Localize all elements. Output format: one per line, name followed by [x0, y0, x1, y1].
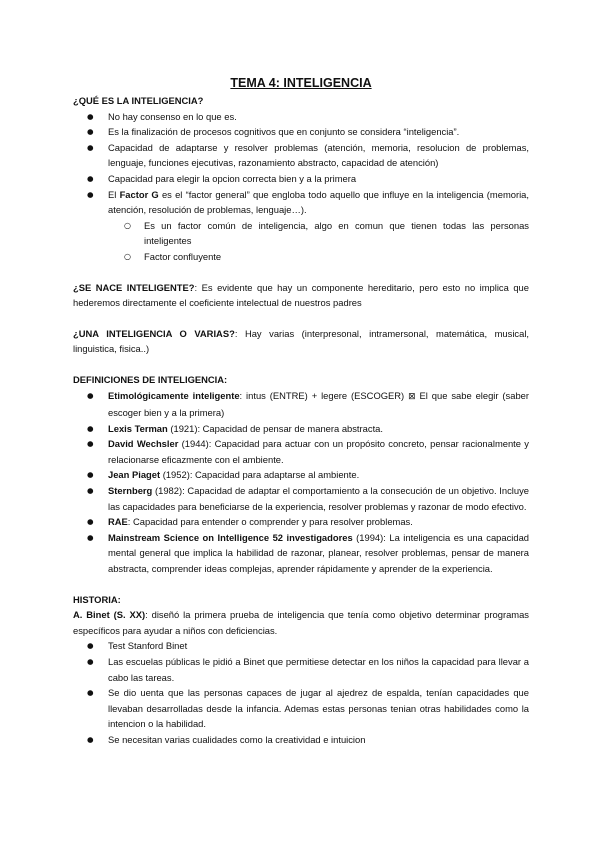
- sub-list-item: ○ Factor confluyente: [73, 249, 529, 265]
- document-content: [73, 75, 529, 748]
- section-heading-una-o-varias: ¿UNA INTELIGENCIA O VARIAS?: [73, 327, 235, 339]
- definition-term: Sternberg: [108, 485, 153, 497]
- section-heading-historia: HISTORIA:: [73, 593, 121, 605]
- definition-term: Mainstream Science on Intelligence 52 investigadores: [108, 531, 353, 543]
- sub-list-item: ○ Es un factor común de inteligencia, algo en comun que tienen todas las personas inteligentes: [73, 218, 529, 249]
- list-item: ● Es la finalización de procesos cognitivos que en conjunto se considera “inteligencia”.: [73, 124, 529, 140]
- que-es-list: [73, 109, 529, 265]
- definition-term: David Wechsler: [108, 438, 179, 450]
- definition-item: [73, 388, 529, 421]
- section-heading-que-es: ¿QUÉ ES LA INTELIGENCIA?: [73, 95, 204, 106]
- definition-item: [73, 514, 529, 530]
- factor-g-pre: El: [108, 188, 120, 200]
- definition-term: Etimológicamente inteligente: [108, 389, 240, 401]
- historia-list: [73, 638, 529, 747]
- list-item: ● Test Stanford Binet: [73, 638, 529, 654]
- list-item: ● No hay consenso en lo que es.: [73, 109, 529, 125]
- una-o-varias-paragraph: [73, 326, 529, 357]
- section-heading-se-nace: ¿SE NACE INTELIGENTE?: [73, 281, 195, 293]
- section-heading-definiciones: DEFINICIONES DE INTELIGENCIA:: [73, 373, 228, 385]
- definition-item: [73, 483, 529, 514]
- list-item: ● Se necesitan varias cualidades como la creatividad e intuicion: [73, 732, 529, 748]
- definition-text: (1994): La inteligencia es una capacidad mental general que implica la habilidad de razonar, planear, resolver problemas, pensar de manera abstracta, comprender ideas complejas, aprender rápidamente y aprender de la experiencia.: [108, 531, 529, 575]
- definition-text: El que sabe elegir (saber escoger bien y a la primera): [108, 389, 529, 419]
- definition-term: Lexis Terman: [108, 422, 168, 434]
- page-title: TEMA 4: INTELIGENCIA: [230, 76, 372, 90]
- box-x-icon: ⊠: [408, 391, 416, 402]
- se-nace-text: : Es evidente que hay un componente hereditario, pero esto no implica que hederemos directamente el coeficiente intelectual de nuestros padres: [73, 281, 529, 309]
- una-o-varias-text: : Hay varias (interpresonal, intramersonal, matemática, musical, linguistica, fisica..): [73, 327, 530, 355]
- definition-text: (1944): Capacidad para actuar con un propósito concreto, pensar racionalmente y relacionarse eficazmente con el ambiente.: [108, 438, 529, 465]
- definition-term: Jean Piaget: [108, 469, 161, 481]
- definition-text: (1982): Capacidad de adaptar el comportamiento a la consecución de un objetivo. Incluye las capacidades para beneficiarse de la experiencia, resolver problemas y razonar de modo efectivo.: [108, 485, 529, 512]
- definition-text: (1952): Capacidad para adaptarse al ambiente.: [160, 469, 360, 481]
- definition-term: RAE: [108, 516, 128, 528]
- definition-text: (1921): Capacidad de pensar de manera abstracta.: [167, 422, 383, 434]
- binet-paragraph: [73, 607, 529, 638]
- definition-item: [73, 467, 529, 483]
- definition-item: [73, 421, 529, 437]
- list-item: ● Capacidad de adaptarse y resolver problemas (atención, memoria, resolucion de problemas, lenguaje, funciones ejecutivas, razonamiento abstracto, capacidad de atención): [73, 140, 529, 171]
- definiciones-list: [73, 388, 529, 577]
- factor-g-term: Factor G: [119, 188, 159, 200]
- list-item: ● Capacidad para elegir la opcion correcta bien y a la primera: [73, 171, 529, 187]
- se-nace-paragraph: [73, 280, 529, 311]
- list-item: ● Se dio uenta que las personas capaces de jugar al ajedrez de espalda, tenían capacidades que llevaban desarrolladas desde la infancia. Ademas estas personas tenian otras habilidades como la intencion o la habilidad.: [73, 685, 529, 732]
- factor-g-post: es el “factor general” que engloba todo aquello que influye en la inteligencia (memoria, atención, resolución de problemas, lenguaje…).: [108, 188, 529, 216]
- binet-text: : diseñó la primera prueba de inteligencia que tenía como objetivo determinar programas específicos para ayudar a niños con deficiencias.: [73, 609, 529, 636]
- definition-text: : Capacidad para entender o comprender y para resolver problemas.: [127, 516, 413, 528]
- definition-text: : intus (ENTRE) + legere (ESCOGER): [239, 389, 409, 401]
- binet-term: A. Binet (S. XX): [73, 609, 146, 621]
- definition-item: [73, 436, 529, 467]
- definition-item: [73, 530, 529, 577]
- list-item: ● Las escuelas públicas le pidió a Binet que permitiese detectar en los niños la capacidad para llevar a cabo las tareas.: [73, 654, 529, 685]
- list-item-factor-g: [73, 187, 529, 218]
